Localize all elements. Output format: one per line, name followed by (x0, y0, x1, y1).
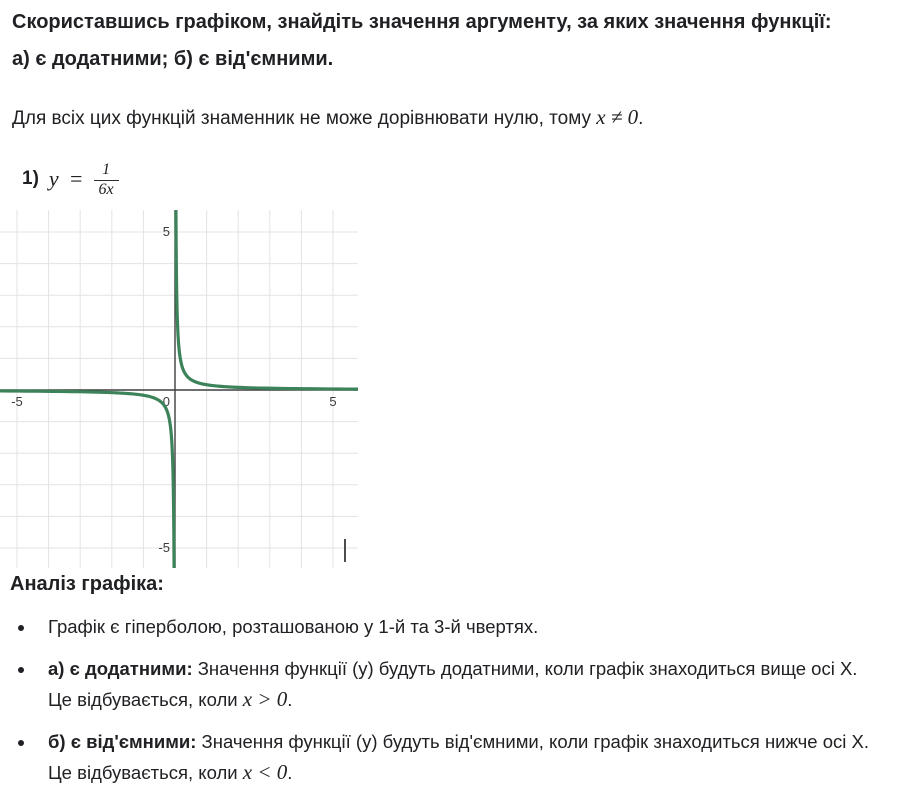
list-item-negative (36, 727, 924, 788)
problem-title-line1: Скориставшись графіком, знайдіть значення аргументу, за яких значення функції: (12, 11, 832, 33)
problem-title (12, 4, 914, 78)
analysis-list (0, 612, 924, 788)
problem-title-line2: а) є додатними; б) є від'ємними. (12, 48, 334, 70)
function-formula (22, 156, 924, 202)
denominator-note (12, 104, 912, 132)
analysis-heading: Аналіз графіка: (10, 573, 164, 595)
function-graph-svg (0, 210, 358, 568)
list-item-quadrants (36, 612, 924, 642)
svg-text:0: 0 (162, 394, 170, 409)
bullet3-math-x-lt-0: x < 0 (242, 760, 288, 784)
hyperbola-graph (0, 210, 358, 568)
fraction-denominator: 6x (94, 180, 119, 199)
formula-equals-sign: = (68, 166, 84, 191)
svg-text:5: 5 (329, 394, 337, 409)
bullet2-text: Значення функції (y) будуть додатними, коли графік знаходиться вище осі X. (192, 658, 858, 679)
svg-text:-5: -5 (158, 540, 170, 555)
bullet3-bold: б) є від'ємними: (48, 731, 197, 752)
formula-fraction (94, 161, 119, 199)
bullet2-period: . (287, 689, 293, 710)
text-caret-artifact (344, 539, 346, 562)
bullet2-math-x-gt-0: x > 0 (242, 687, 288, 711)
note-text: Для всіх цих функцій знаменник не може дорівнювати нулю, тому (12, 108, 597, 129)
bullet3-text: Значення функції (y) будуть від'ємними, коли графік знаходиться нижче осі X. (196, 731, 870, 752)
svg-text:-5: -5 (11, 394, 23, 409)
bullet2-line2-text: Це відбувається, коли (48, 689, 243, 710)
item-number: 1) (22, 168, 39, 189)
note-math-x-not-zero: x ≠ 0 (596, 105, 639, 129)
bullet3-line2-text: Це відбувається, коли (48, 762, 243, 783)
bullet2-bold: а) є додатними: (48, 658, 193, 679)
list-item-positive (36, 654, 924, 715)
bullet1-text: Графік є гіперболою, розташованою у 1-й та 3-й чвертях. (48, 616, 539, 637)
bullet3-period: . (287, 762, 293, 783)
fraction-numerator: 1 (102, 161, 111, 179)
svg-text:5: 5 (162, 224, 170, 239)
formula-lhs-y: y (48, 166, 59, 191)
note-period: . (638, 108, 644, 129)
